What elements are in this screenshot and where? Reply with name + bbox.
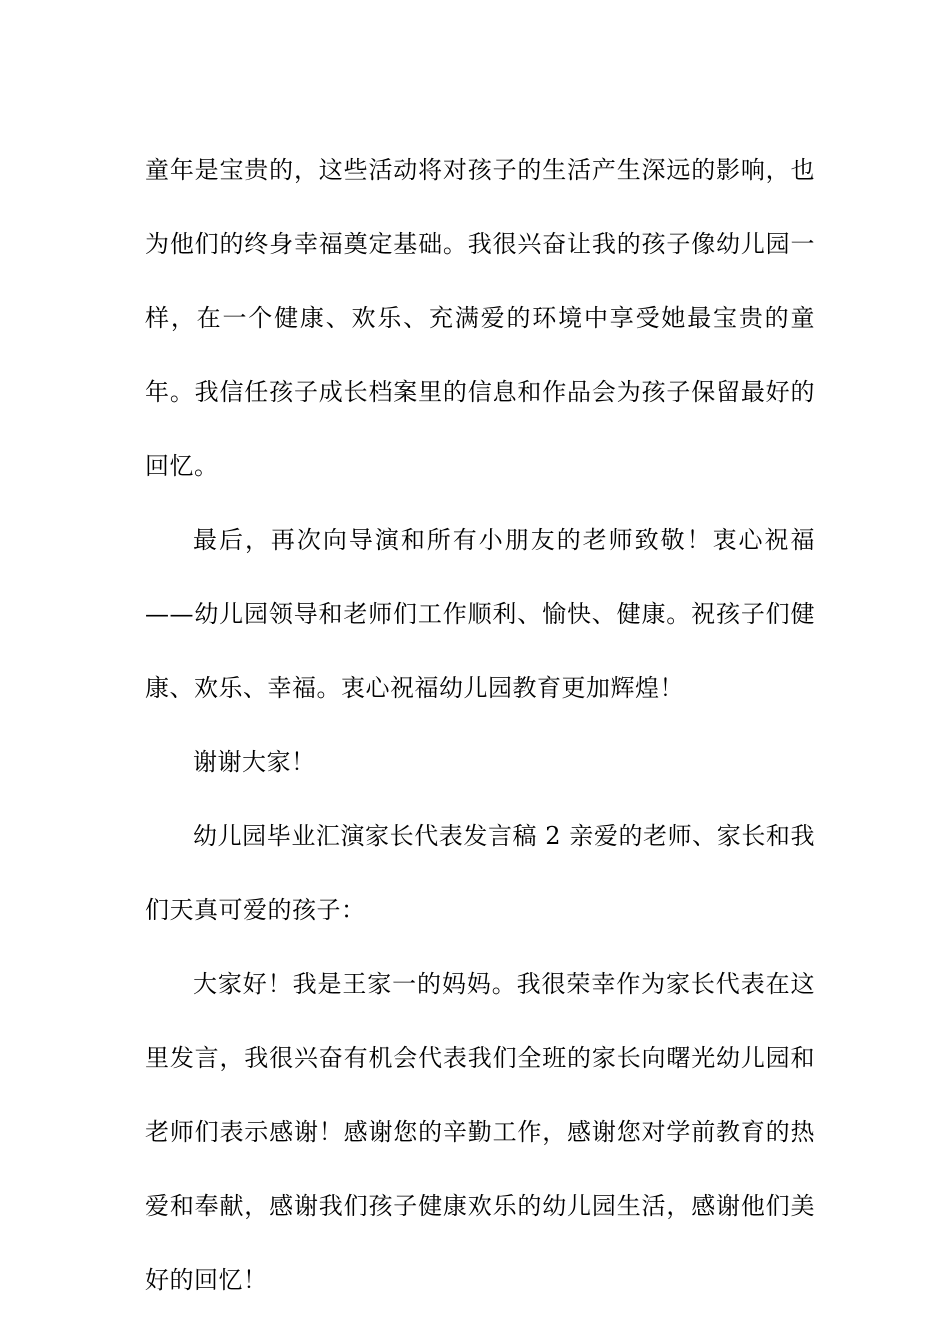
paragraph-speech-2-greeting: 幼儿园毕业汇演家长代表发言稿 2 亲爱的老师、家长和我们天真可爱的孩子： <box>145 822 815 924</box>
document-body <box>145 133 815 1317</box>
paragraph-thanks: 谢谢大家！ <box>193 748 316 776</box>
paragraph-speech-2-intro: 大家好！我是王家一的妈妈。我很荣幸作为家长代表在这里发言，我很兴奋有机会代表我们全班的家长向曙光幼儿园和老师们表示感谢！感谢您的辛勤工作，感谢您对学前教育的热爱和奉献，感谢我们孩子健康欢乐的幼儿园生活，感谢他们美好的回忆！ <box>145 970 815 1294</box>
paragraph-closing-wishes: 最后，再次向导演和所有小朋友的老师致敬！衷心祝福——幼儿园领导和老师们工作顺利、愉快、健康。祝孩子们健康、欢乐、幸福。衷心祝福幼儿园教育更加辉煌！ <box>145 526 815 702</box>
paragraph-childhood: 童年是宝贵的，这些活动将对孩子的生活产生深远的影响，也为他们的终身幸福奠定基础。我很兴奋让我的孩子像幼儿园一样，在一个健康、欢乐、充满爱的环境中享受她最宝贵的童年。我信任孩子成长档案里的信息和作品会为孩子保留最好的回忆。 <box>145 156 815 480</box>
